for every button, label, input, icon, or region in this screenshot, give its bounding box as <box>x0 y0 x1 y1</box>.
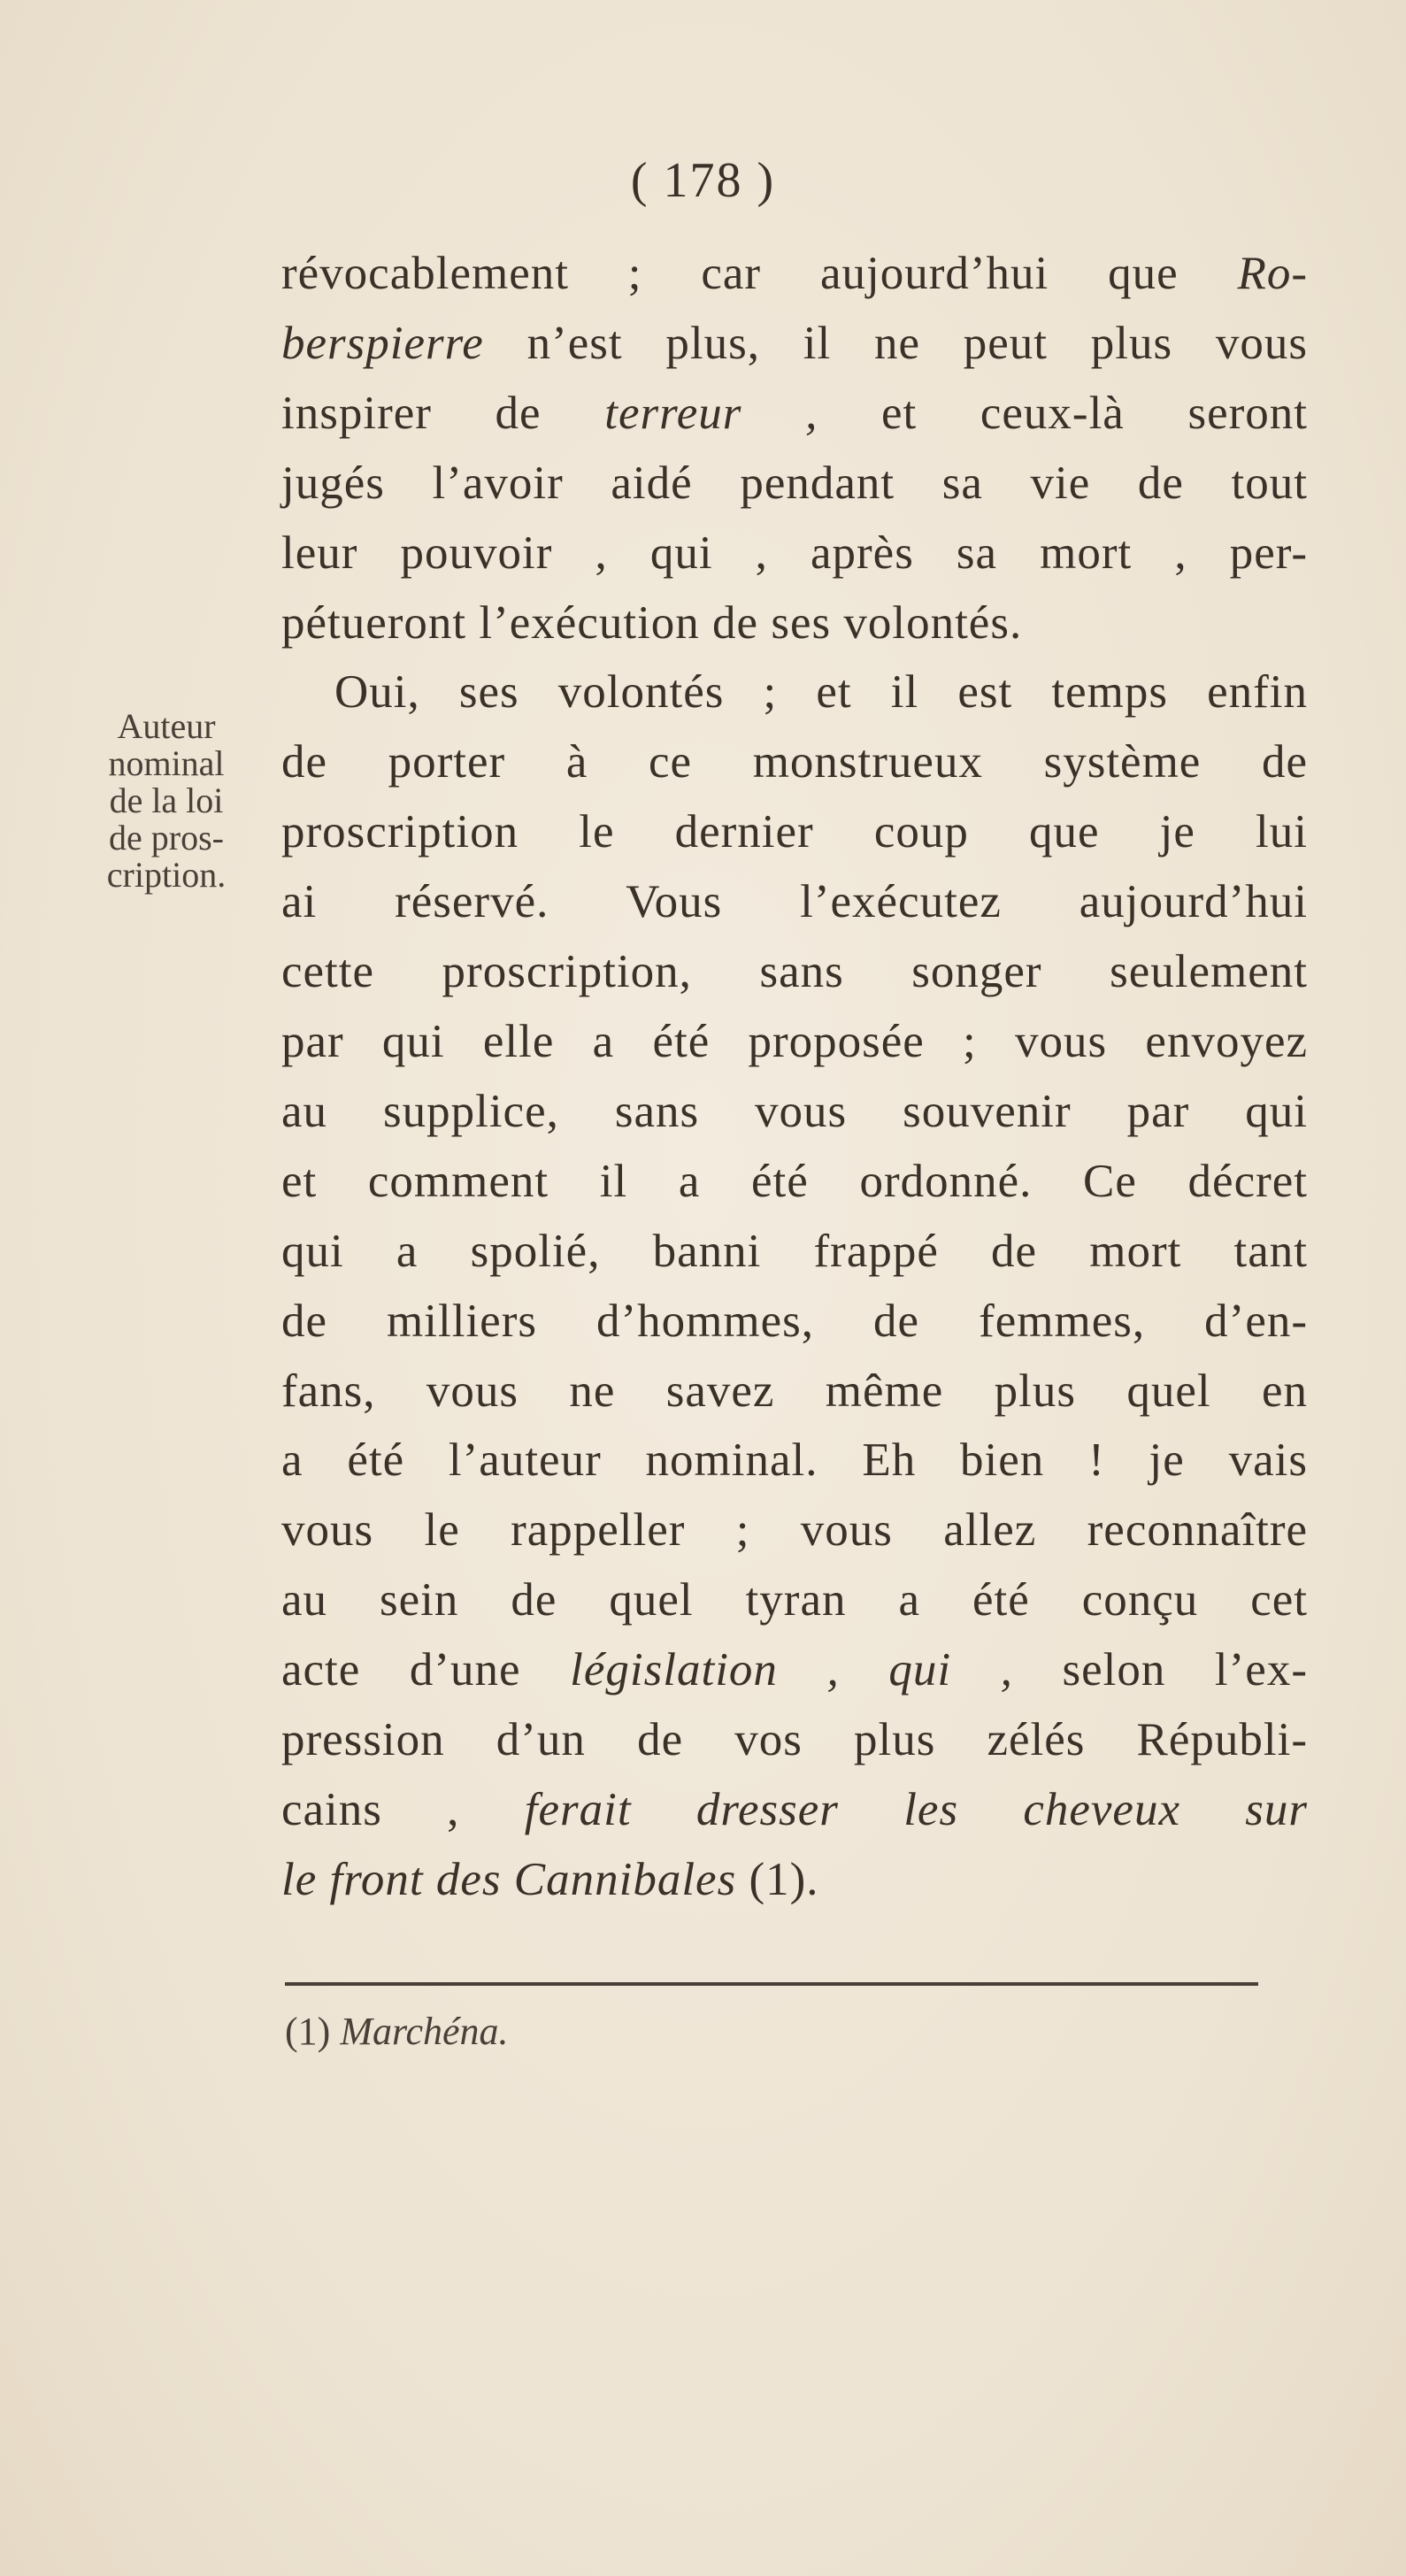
text-run: qui a spolié, banni frappé de mort tant <box>281 1225 1308 1277</box>
margin-note-line: de pros- <box>109 818 224 857</box>
italic-run: le front des Cannibales <box>281 1853 737 1905</box>
text-run: leur pouvoir , qui , après sa mort , per- <box>281 527 1308 579</box>
footnote-rule <box>285 1982 1258 1986</box>
italic-run: législation , qui , <box>570 1644 1013 1696</box>
text-line <box>281 937 1308 1007</box>
text-line <box>281 1705 1308 1775</box>
text-line <box>281 1775 1308 1845</box>
text-line <box>281 1077 1308 1147</box>
margin-note-line: nominal <box>108 743 225 783</box>
text-line <box>281 1357 1308 1426</box>
text-line <box>281 519 1308 588</box>
text-run: révocablement ; car aujourd’hui que <box>281 248 1238 299</box>
page-number: ( 178 ) <box>630 153 776 208</box>
text-run: par qui elle a été proposée ; vous envoyez <box>281 1015 1308 1067</box>
text-run: Oui, ses volontés ; et il est temps enfin <box>334 666 1308 719</box>
text-run: proscription le dernier coup que je lui <box>281 806 1308 858</box>
margin-note-line: cription. <box>106 855 227 895</box>
text-line <box>281 1565 1308 1635</box>
margin-note-line: de la loi <box>109 780 224 820</box>
text-run: de milliers d’hommes, de femmes, d’en- <box>281 1295 1308 1347</box>
italic-run: berspierre <box>281 317 484 369</box>
text-run: (1). <box>736 1853 819 1905</box>
text-run: cains , <box>281 1783 525 1835</box>
footnote <box>285 2007 509 2057</box>
text-run: vous le rappeller ; vous allez reconnaître <box>281 1504 1308 1557</box>
text-line <box>281 1217 1308 1287</box>
text-run: pression d’un de vos plus zélés Républi- <box>281 1714 1308 1766</box>
text-line <box>281 867 1308 937</box>
text-line <box>281 309 1308 379</box>
text-run: au supplice, sans vous souvenir par qui <box>281 1085 1308 1137</box>
text-run: pétueront l’exécution de ses volontés. <box>281 596 1023 649</box>
text-line <box>281 1007 1308 1077</box>
text-run: au sein de quel tyran a été conçu cet <box>281 1574 1308 1626</box>
text-run: a été l’auteur nominal. Eh bien ! je vais <box>281 1434 1308 1487</box>
italic-run: terreur , <box>604 387 818 439</box>
text-run: fans, vous ne savez même plus quel en <box>281 1365 1308 1417</box>
text-run: n’est plus, il ne peut plus vous <box>483 317 1308 369</box>
text-line <box>281 1845 1308 1915</box>
text-line <box>281 1426 1308 1496</box>
text-line <box>281 1635 1308 1705</box>
text-line <box>281 1496 1308 1565</box>
text-run: de porter à ce monstrueux système de <box>281 736 1308 788</box>
footnote-text: Marchéna. <box>340 2010 509 2053</box>
text-run: cette proscription, sans songer seulement <box>281 946 1308 998</box>
margin-note <box>78 708 255 894</box>
italic-run: ferait dresser les cheveux sur <box>524 1783 1308 1835</box>
footnote-mark: (1) <box>285 2010 331 2053</box>
text-run: jugés l’avoir aidé pendant sa vie de tout <box>281 457 1308 509</box>
text-run: inspirer de <box>281 387 605 439</box>
text-line <box>281 797 1308 867</box>
text-line <box>281 1287 1308 1357</box>
text-line <box>281 239 1308 309</box>
text-run: et ceux-là seront <box>818 387 1308 439</box>
text-line <box>281 449 1308 519</box>
text-run: ai réservé. Vous l’exécutez aujourd’hui <box>281 876 1308 928</box>
text-line <box>281 1147 1308 1217</box>
body-text <box>281 239 1308 1915</box>
text-run: acte d’une <box>281 1644 571 1696</box>
text-line <box>281 379 1308 449</box>
text-line <box>281 727 1308 797</box>
italic-run: Ro- <box>1237 248 1308 299</box>
text-run: et comment il a été ordonné. Ce décret <box>281 1155 1308 1207</box>
text-line <box>281 588 1308 658</box>
text-line <box>281 657 1308 727</box>
margin-note-line: Auteur <box>117 706 216 746</box>
text-run: selon l’ex- <box>1012 1644 1308 1696</box>
